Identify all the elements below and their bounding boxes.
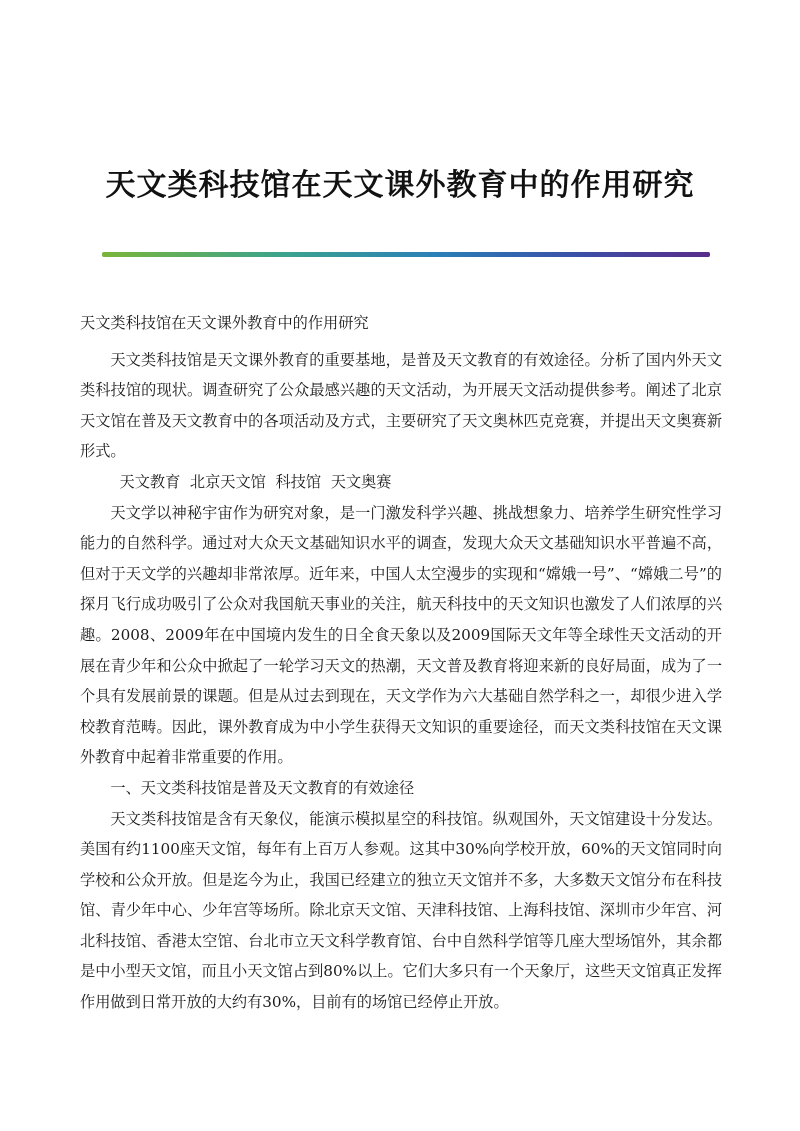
body-paragraph-2: 天文类科技馆是含有天象仪，能演示模拟星空的科技馆。纵观国外，天文馆建设十分发达。美国有约1100座天文馆，每年有上百万人参观。这其中30%向学校开放，60%的天文馆同时向学校和公众开放。但是迄今为止，我国已经建立的独立天文馆并不多，大多数天文馆分布在科技馆、青少年中心、少年宫等场所。除北京天文馆、天津科技馆、上海科技馆、深圳市少年宫、河北科技馆、香港太空馆、台北市立天文科学教育馆、台中自然科学馆等几座大型场馆外，其余都是中小型天文馆，而且小天文馆占到80%以上。它们大多只有一个天象厅，这些天文馆真正发挥作用做到日常开放的大约有30%，目前有的场馆已经停止开放。 [80,809,722,1012]
title-divider [102,252,710,257]
document-body [80,308,722,1018]
body-paragraph-1: 天文学以神秘宇宙作为研究对象，是一门激发科学兴趣、挑战想象力、培养学生研究性学习能力的自然科学。通过对大众天文基础知识水平的调查，发现大众天文基础知识水平普遍不高，但对于天文学的兴趣却非常浓厚。近年来，中国人太空漫步的实现和“嫦娥一号”、“嫦娥二号”的探月飞行成功吸引了公众对我国航天事业的关注，航天科技中的天文知识也激发了人们浓厚的兴趣。2008、2009年在中国境内发生的日全食天象以及2009国际天文年等全球性天文活动的开展在青少年和公众中掀起了一轮学习天文的热潮，天文普及教育将迎来新的良好局面，成为了一个具有发展前景的课题。但是从过去到现在，天文学作为六大基础自然学科之一，却很少进入学校教育范畴。因此，课外教育成为中小学生获得天文知识的重要途径，而天文类科技馆在天文课外教育中起着非常重要的作用。 [80,503,722,767]
document-subtitle: 天文类科技馆在天文课外教育中的作用研究 [80,314,369,332]
abstract-paragraph: 天文类科技馆是天文课外教育的重要基地，是普及天文教育的有效途径。分析了国内外天文类科技馆的现状。调查研究了公众最感兴趣的天文活动，为开展天文活动提供参考。阐述了北京天文馆在普及天文教育中的各项活动及方式，主要研究了天文奥林匹克竞赛，并提出天文奥赛新形式。 [80,350,722,461]
document-title: 天文类科技馆在天文课外教育中的作用研究 [105,168,695,203]
keywords-line: 天文教育 北京天文馆 科技馆 天文奥赛 [119,472,392,491]
section-heading-1: 一、天文类科技馆是普及天文教育的有效途径 [110,778,415,797]
